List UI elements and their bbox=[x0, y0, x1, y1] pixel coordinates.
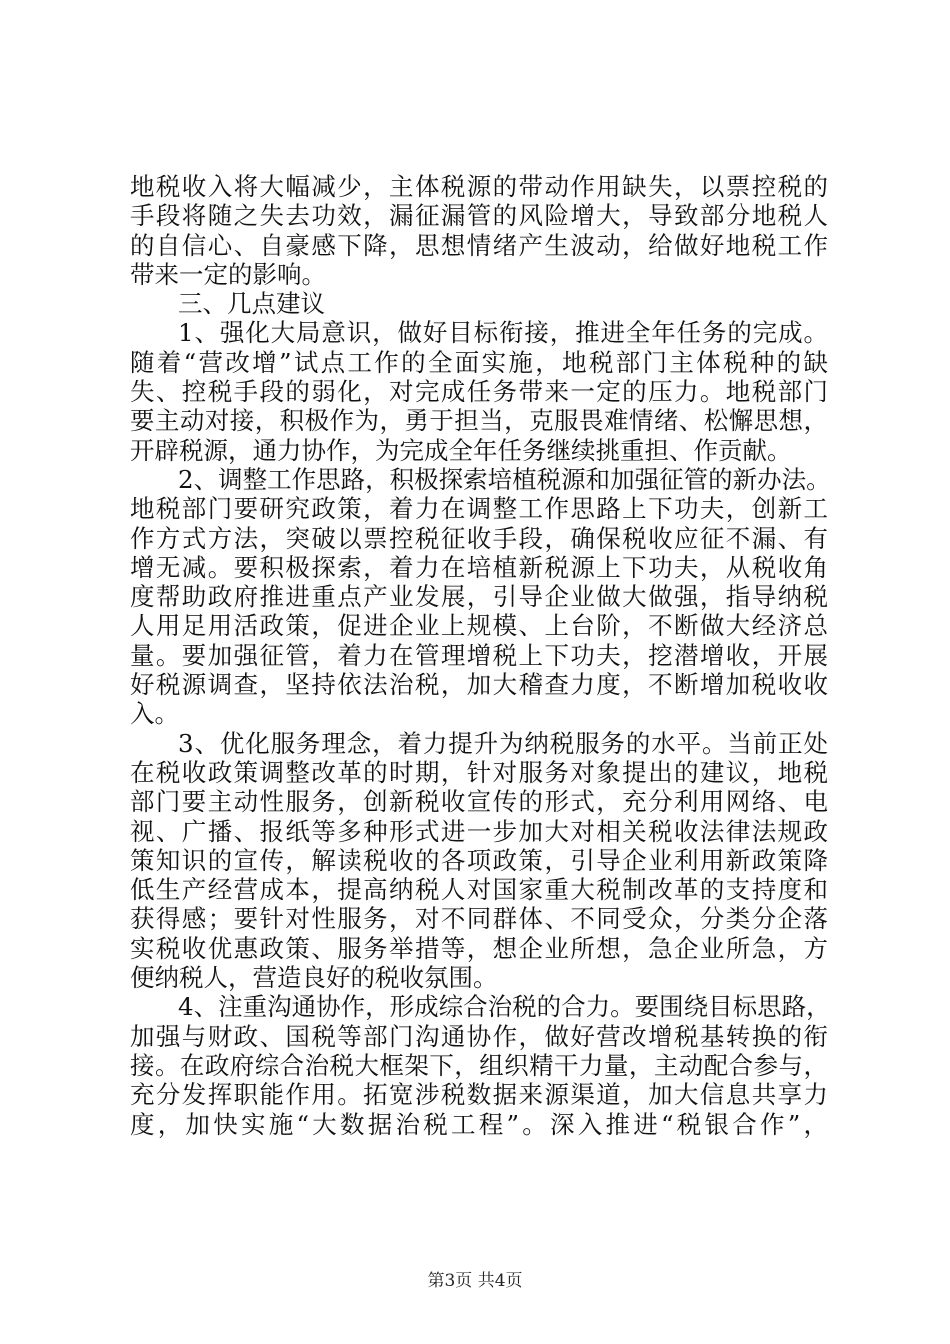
text-line: 1、强化大局意识，做好目标衔接，推进全年任务的完成。 bbox=[178, 318, 828, 348]
text-line: 4、注重沟通协作，形成综合治税的合力。要围绕目标思路， bbox=[178, 992, 831, 1022]
text-line: 加强与财政、国税等部门沟通协作，做好营改增税基转换的衔 bbox=[130, 1021, 828, 1051]
text-line: 度帮助政府推进重点产业发展，引导企业做大做强，指导纳税 bbox=[130, 582, 828, 612]
text-line: 失、控税手段的弱化，对完成任务带来一定的压力。地税部门 bbox=[130, 377, 828, 407]
text-line: 带来一定的影响。 bbox=[130, 259, 326, 289]
text-line: 低生产经营成本，提高纳税人对国家重大税制改革的支持度和 bbox=[130, 875, 828, 905]
text-line: 增无减。要积极探索，着力在培植新税源上下功夫，从税收角 bbox=[130, 552, 828, 582]
text-line: 度，加快实施“大数据治税工程”。深入推进“税银合作”， bbox=[130, 1109, 828, 1139]
text-line: 接。在政府综合治税大框架下，组织精干力量，主动配合参与， bbox=[130, 1050, 828, 1080]
text-line: 要主动对接，积极作为，勇于担当，克服畏难情绪、松懈思想， bbox=[130, 406, 828, 436]
text-line: 部门要主动性服务，创新税收宣传的形式，充分利用网络、电 bbox=[130, 787, 828, 817]
text-line: 地税部门要研究政策，着力在调整工作思路上下功夫，创新工 bbox=[130, 494, 828, 524]
text-line: 人用足用活政策，促进企业上规模、上台阶，不断做大经济总 bbox=[130, 611, 828, 641]
text-line: 实税收优惠政策、服务举措等，想企业所想，急企业所急，方 bbox=[130, 933, 828, 963]
text-line: 三、几点建议 bbox=[178, 289, 325, 319]
text-line: 在税收政策调整改革的时期，针对服务对象提出的建议，地税 bbox=[130, 757, 828, 787]
text-line: 作方式方法，突破以票控税征收手段，确保税收应征不漏、有 bbox=[130, 523, 828, 553]
text-line: 好税源调查，坚持依法治税，加大稽查力度，不断增加税收收 bbox=[130, 670, 828, 700]
text-line: 策知识的宣传，解读税收的各项政策，引导企业利用新政策降 bbox=[130, 845, 828, 875]
text-line: 充分发挥职能作用。拓宽涉税数据来源渠道，加大信息共享力 bbox=[130, 1080, 828, 1110]
text-line: 随着“营改增”试点工作的全面实施，地税部门主体税种的缺 bbox=[130, 347, 828, 377]
text-line: 获得感；要针对性服务，对不同群体、不同受众，分类分企落 bbox=[130, 904, 828, 934]
text-line: 手段将随之失去功效，漏征漏管的风险增大，导致部分地税人 bbox=[130, 201, 828, 231]
document-body bbox=[130, 172, 831, 1139]
text-line: 开辟税源，通力协作，为完成全年任务继续挑重担、作贡献。 bbox=[130, 435, 792, 465]
text-line: 入。 bbox=[130, 699, 179, 729]
text-line: 量。要加强征管，着力在管理增税上下功夫，挖潜增收，开展 bbox=[130, 640, 828, 670]
page-footer: 第3页 共4页 bbox=[427, 1271, 523, 1291]
text-line: 地税收入将大幅减少，主体税源的带动作用缺失，以票控税的 bbox=[130, 172, 828, 201]
text-line: 2、调整工作思路，积极探索培植税源和加强征管的新办法。 bbox=[178, 464, 831, 494]
text-line: 的自信心、自豪感下降，思想情绪产生波动，给做好地税工作 bbox=[130, 230, 828, 260]
text-line: 视、广播、报纸等多种形式进一步加大对相关税收法律法规政 bbox=[130, 816, 828, 846]
text-line: 3、优化服务理念，着力提升为纳税服务的水平。当前正处 bbox=[178, 728, 828, 758]
text-line: 便纳税人，营造良好的税收氛围。 bbox=[130, 963, 498, 993]
